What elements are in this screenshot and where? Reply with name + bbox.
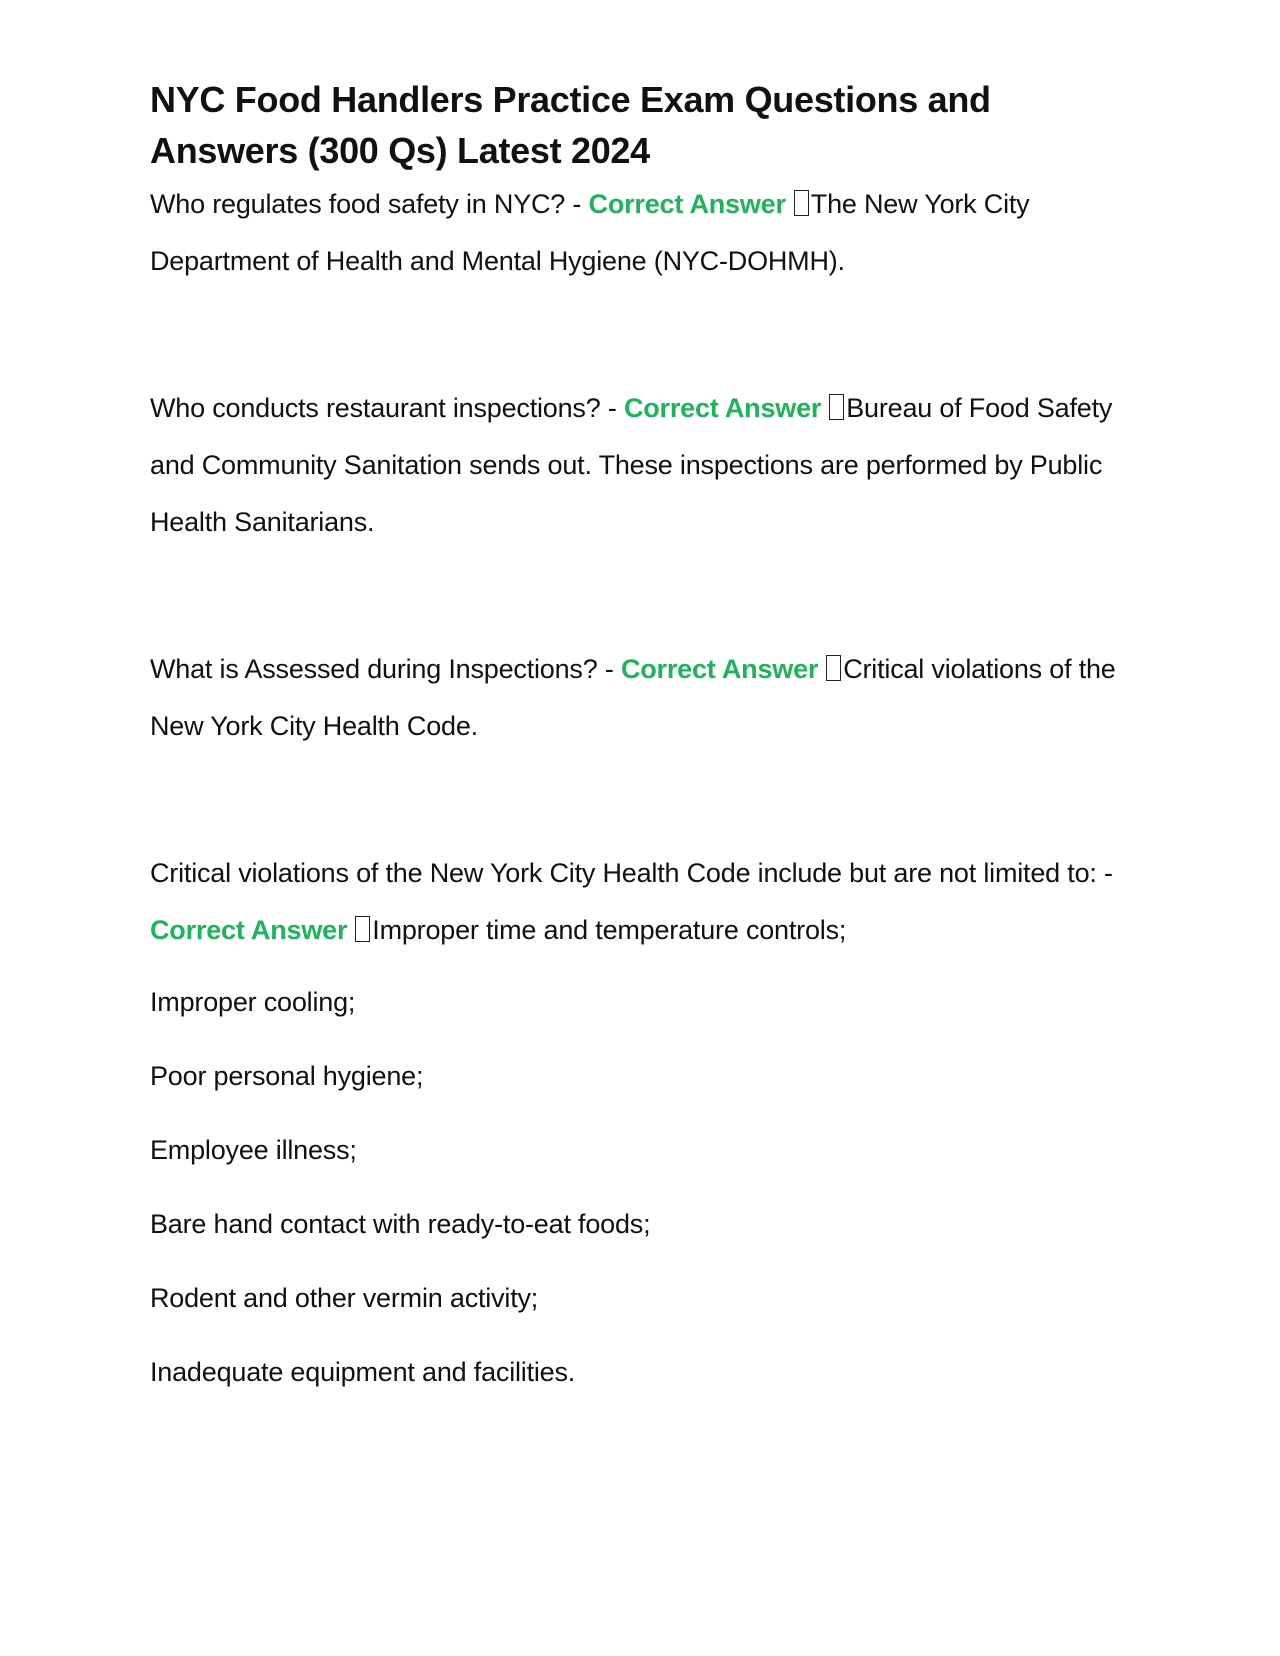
answer-text: Improper time and temperature controls; [372,915,847,945]
correct-answer-label: Correct Answer [623,393,822,423]
missing-glyph-box-icon [355,916,370,942]
violation-list-item: Poor personal hygiene; [150,1061,424,1091]
answer-text: Critical violations of the New York City Health Code. [150,654,1116,741]
violation-list-item: Improper cooling; [150,987,356,1017]
question-text: Who regulates food safety in NYC? - [150,189,589,219]
answer-text: Bureau of Food Safety and Community Sanitation sends out. These inspections are performed by Public Health Sanitarians. [150,393,1113,537]
violation-list-item: Bare hand contact with ready-to-eat foods; [150,1209,651,1239]
correct-answer-label: Correct Answer [150,915,348,945]
question-text: Critical violations of the New York City Health Code include but are not limited to: - [150,858,1113,888]
violation-list-item: Rodent and other vermin activity; [150,1283,539,1313]
question-text: Who conducts restaurant inspections? - [150,393,624,423]
missing-glyph-box-icon [826,655,841,681]
qa-item [150,641,1140,755]
correct-answer-label: Correct Answer [620,654,819,684]
violation-list-item: Employee illness; [150,1135,357,1165]
document-title: NYC Food Handlers Practice Exam Questions and Answers (300 Qs) Latest 2024 [150,79,991,171]
correct-answer-label: Correct Answer [588,189,786,219]
answer-text: The New York City Department of Health and Mental Hygiene (NYC-DOHMH). [150,189,1030,276]
missing-glyph-box-icon [794,190,809,216]
qa-item [150,845,1140,959]
missing-glyph-box-icon [829,394,844,420]
violation-list-item: Inadequate equipment and facilities. [150,1357,576,1387]
document-content [150,74,1140,1390]
question-text: What is Assessed during Inspections? - [150,654,621,684]
qa-item [150,380,1140,551]
qa-item [150,176,1140,290]
